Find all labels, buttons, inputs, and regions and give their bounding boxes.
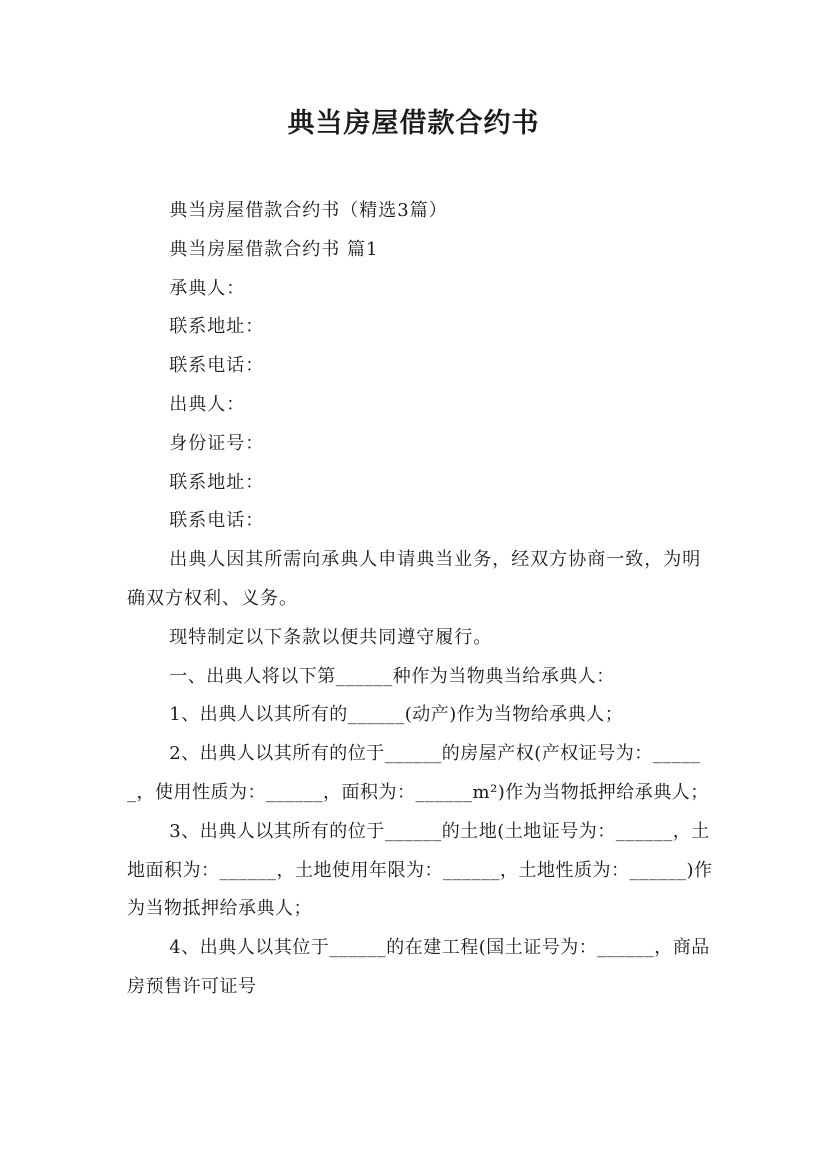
paragraph-item-4: 4、出典人以其位于______的在建工程(国土证号为：______，商品房预售许可证号: [127, 937, 710, 997]
paragraph-item-1: 1、出典人以其所有的______(动产)作为当物给承典人；: [169, 704, 624, 726]
paragraph-subtitle: 典当房屋借款合约书（精选3篇）: [169, 200, 448, 221]
document-body: [127, 192, 717, 1007]
paragraph-pledgee: 承典人：: [169, 277, 246, 299]
paragraph-pledgor-phone: 联系电话：: [169, 510, 265, 532]
paragraph-pledgor: 出典人：: [169, 393, 246, 415]
paragraph-item-2: 2、出典人以其所有的位于______的房屋产权(产权证号为：______，使用性质为：______，面积为：______m²)作为当物抵押给承典人；: [127, 743, 709, 803]
paragraph-item-3: 3、出典人以其所有的位于______的土地(土地证号为：______，土地面积为：______，土地使用年限为：______，土地性质为：______)作为当物抵押给承典人；: [127, 820, 713, 920]
paragraph-clause-1: 一、出典人将以下第______种作为当物典当给承典人：: [169, 665, 615, 687]
paragraph-pledgee-address: 联系地址：: [169, 316, 265, 338]
paragraph-pledgee-phone: 联系电话：: [169, 355, 265, 377]
document-title: 典当房屋借款合约书: [287, 108, 540, 139]
paragraph-agreement: 现特制定以下条款以便共同遵守履行。: [169, 626, 493, 648]
paragraph-purpose: 出典人因其所需向承典人申请典当业务，经双方协商一致，为明确双方权利、义务。: [127, 549, 702, 609]
paragraph-pledgor-address: 联系地址：: [169, 471, 265, 493]
paragraph-pledgor-id: 身份证号：: [169, 432, 265, 454]
paragraph-section-heading: 典当房屋借款合约书 篇1: [169, 238, 379, 260]
